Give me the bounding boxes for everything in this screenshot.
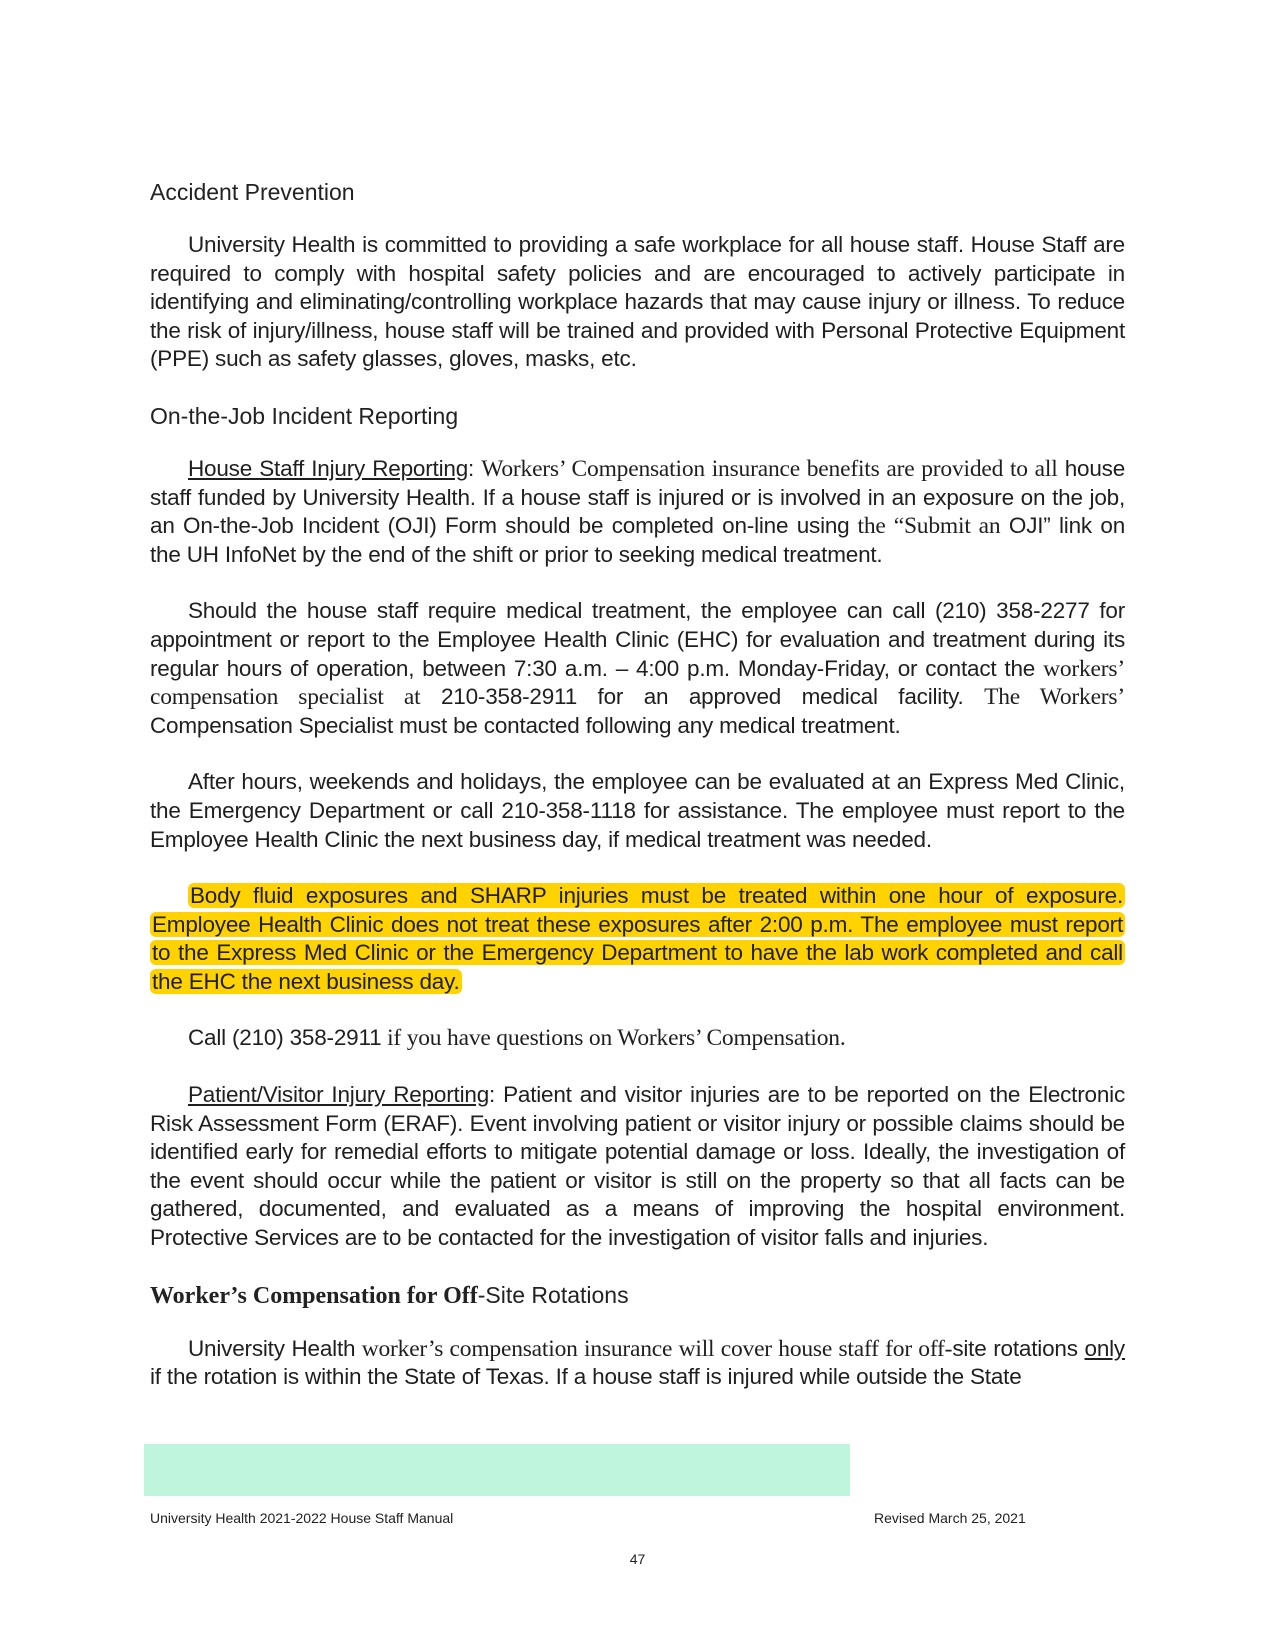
patient-visitor-text: : Patient and visitor injuries are to be reported on the Electronic Risk Assessment Form (ERAF). Event involving patient or visitor injury or possible claims should be identified early for remedial efforts to mitigate potential damage or loss. Ideally, the investigation of the event should occur while the patient or visitor is still on the property so that all facts can be gathered, documented, and evaluated as a means of improving the hospital environment. Protective Services are to be contacted for the investigation of visitor falls and injuries.	[150, 1082, 1125, 1251]
house-staff-injury-label: House Staff Injury Reporting	[188, 455, 469, 481]
page-number: 47	[629, 1551, 646, 1567]
label-colon: :	[468, 455, 482, 481]
off-site-text-c: if the rotation is within the State of Texas. If a house staff is injured while outside the State	[150, 1364, 1022, 1390]
house-staff-text-a: house staff funded by University Health. If a house staff is injured or is involved in an exposure on the job, an On-the-Job Incident (OJI) Form should be completed on-line using	[150, 455, 1126, 539]
paragraph-accident-prevention: University Health is committed to providing a safe workplace for all house staff. House Staff are required to comply with hospital safety policies and are encouraged to actively participate in identifying and eliminating/controlling workplace hazards that may cause injury or illness. To reduce the risk of injury/illness, house staff will be trained and provided with Personal Protective Equipment (PPE) such as safety glasses, gloves, masks, etc.	[150, 232, 1125, 372]
heading-accident-prevention: Accident Prevention	[150, 179, 355, 205]
off-site-heading-bold: Worker’s Compensation for Off	[150, 1282, 478, 1309]
paragraph-patient-visitor	[150, 1081, 1125, 1253]
patient-visitor-label: Patient/Visitor Injury Reporting	[188, 1082, 490, 1108]
medical-text-b: 210-358-2911 for an approved medical facility.	[420, 684, 985, 710]
medical-text-a: Should the house staff require medical treatment, the employee can call (210) 358-2277 for appointment or report to the Employee Health Clinic (EHC) for evaluation and treatment during its regular hours of operation, between 7:30 a.m. – 4:00 p.m. Monday-Friday, or contact the	[150, 598, 1125, 681]
footer-revised-date: Revised March 25, 2021	[874, 1510, 1026, 1526]
submit-oji-serif-text: the “Submit an	[849, 513, 1001, 540]
only-underlined: only	[1084, 1335, 1125, 1361]
medical-text-c: Compensation Specialist must be contacted following any medical treatment.	[150, 712, 901, 738]
paragraph-medical-treatment	[150, 597, 1125, 740]
highlighted-text: Body fluid exposures and SHARP injuries must be treated within one hour of exposure. Employee Health Clinic does not treat these exposures after 2:00 p.m. The employee must report to the Express Med Clinic or the Emergency Department to have the lab work completed and call the EHC the next business day.	[152, 883, 1123, 994]
house-staff-text-b: OJI” link on the UH InfoNet by the end of the shift or prior to seeking medical treatment.	[150, 513, 1126, 567]
off-site-serif-text: worker’s compensation insurance will cover house staff for off-	[355, 1335, 953, 1362]
off-site-text-a: University Health	[188, 1335, 356, 1361]
medical-serif-text: workers’ compensation specialist at	[150, 655, 1125, 711]
off-site-heading-rest: -Site Rotations	[477, 1281, 629, 1308]
footer-manual-title: University Health 2021-2022 House Staff Manual	[150, 1510, 454, 1526]
workers-comp-serif-text: Workers’ Compensation insurance benefits are provided to all	[481, 455, 1058, 482]
heading-incident-reporting: On-the-Job Incident Reporting	[150, 402, 459, 429]
off-site-text-b: site rotations	[952, 1335, 1085, 1361]
paragraph-after-hours: After hours, weekends and holidays, the employee can be evaluated at an Express Med Clinic, the Emergency Department or call 210-358-1118 for assistance. The employee must report to the Employee Health Clinic the next business day, if medical treatment was needed.	[150, 769, 1125, 852]
paragraph-off-site	[150, 1335, 1125, 1392]
call-number-text: Call (210) 358-2911	[188, 1025, 382, 1051]
heading-off-site	[150, 1281, 1125, 1310]
call-serif-text: if you have questions on Workers’ Compensation.	[381, 1025, 846, 1052]
paragraph-call-questions	[150, 1024, 1125, 1053]
redaction-block	[144, 1444, 850, 1496]
paragraph-body-fluid-highlight	[150, 882, 1125, 996]
paragraph-house-staff-injury	[150, 455, 1125, 569]
medical-serif-text-2: The Workers’	[984, 684, 1126, 711]
page-content	[150, 178, 1125, 1420]
